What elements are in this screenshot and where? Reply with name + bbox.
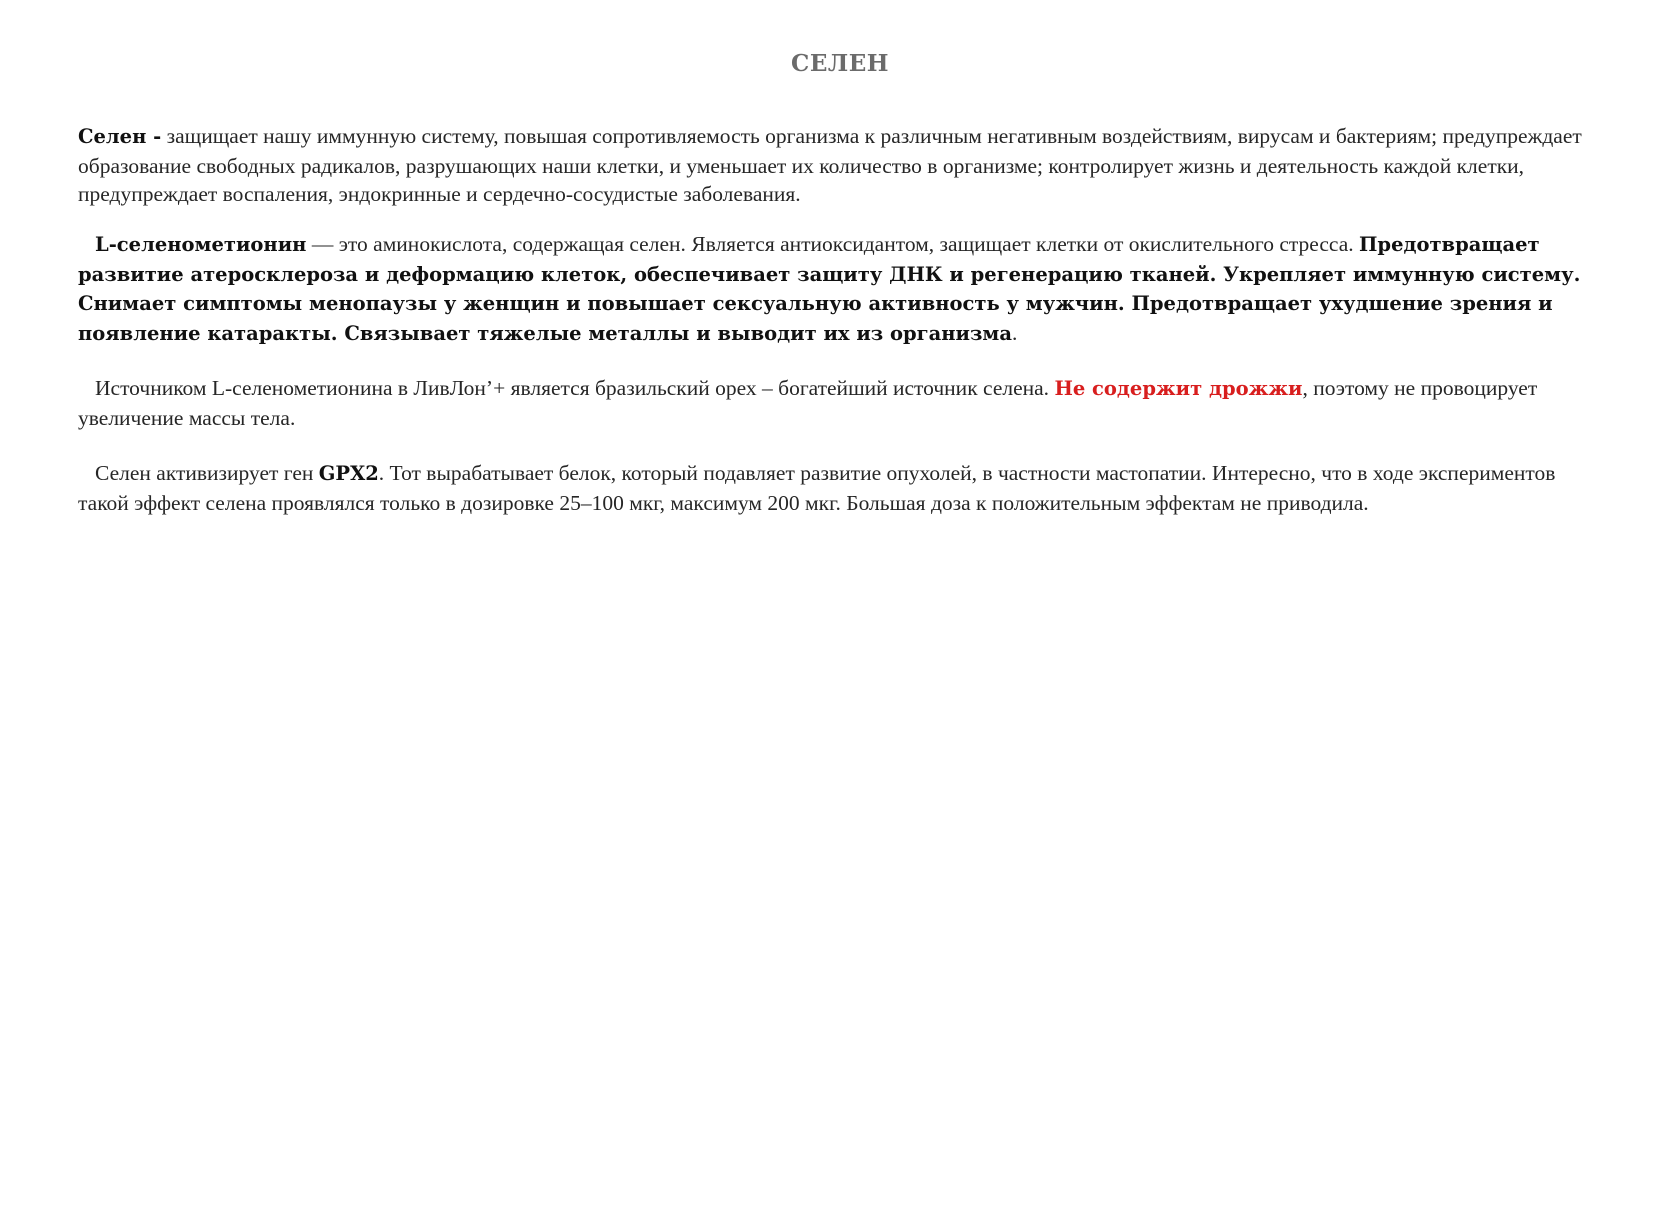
- selenomethionine-end: .: [1012, 320, 1018, 345]
- selenomethionine-text: — это аминокислота, содержащая селен. Является антиоксидантом, защищает клетки от окислительного стресса.: [306, 232, 1360, 256]
- gene-name: GPX2: [318, 462, 379, 485]
- page-title: СЕЛЕН: [791, 50, 889, 77]
- gene-text: Селен активизирует ген: [95, 461, 319, 485]
- gene-text-after: . Тот вырабатывает белок, который подавляет развитие опухолей, в частности мастопатии. Интересно, что в ходе экспериментов такой эффект селена проявлялся только в дозировке 25–100 мкг, максимум 200 мкг. Большая доза к положительным эффектам не приводила.: [78, 461, 1556, 515]
- paragraph-selenomethionine: [78, 230, 1608, 348]
- source-text: Источником L-селенометионина в ЛивЛон’+ является бразильский орех – богатейший источник селена.: [95, 376, 1055, 400]
- paragraph-source: [78, 374, 1608, 432]
- selenomethionine-benefits-bold: Предотвращает развитие атеросклероза и деформацию клеток, обеспечивает защиту ДНК и регенерацию тканей. Укрепляет иммунную систему. Снимает симптомы менопаузы у женщин и повышает сексуальную активность у мужчин. Предотвращает ухудшение зрения и появление катаракты. Связывает тяжелые металлы и выводит их из организма: [78, 233, 1581, 345]
- source-text-after: , поэтому не провоцирует увеличение массы тела.: [78, 376, 1538, 430]
- paragraph-gene: [78, 459, 1608, 517]
- selenium-lead-term: Селен -: [78, 125, 162, 148]
- paragraph-selenium-intro: [78, 122, 1608, 209]
- selenium-intro-text: защищает нашу иммунную систему, повышая сопротивляемость организма к различным негативным воздействиям, вирусам и бактериям; предупреждает образование свободных радикалов, разрушающих наши клетки, и уменьшает их количество в организме; контролирует жизнь и деятельность каждой клетки, предупреждает воспаления, эндокринные и сердечно-сосудистые заболевания.: [78, 124, 1582, 206]
- no-yeast-highlight: Не содержит дрожжи: [1054, 377, 1303, 400]
- selenomethionine-lead-term: L-селенометионин: [95, 233, 307, 256]
